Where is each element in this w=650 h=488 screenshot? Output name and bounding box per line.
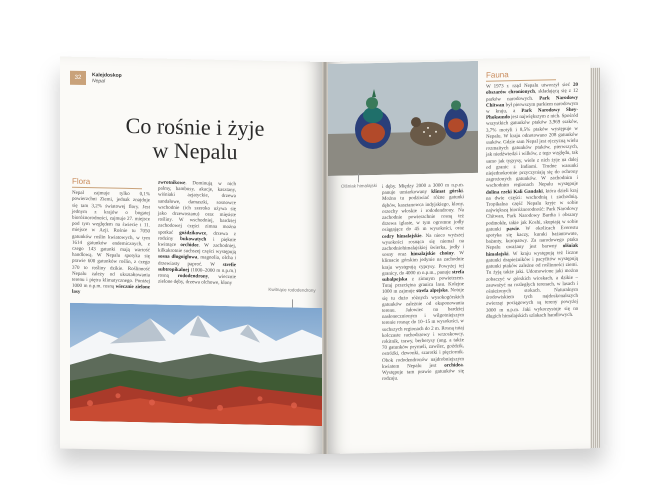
flora-text-2: . Dominują w nich palmy, bambusy, akacje, kasztany, wiśniaki azjatyckie, drzewa sandałowe, damaszki, sosnowce wschodnie (ich szeroko używa się jako drzewostanu) oraz mięsiste rośliny. W wschodniej, bardziej zachodowej części zimna można spotkać	[158, 181, 236, 236]
open-book	[60, 62, 600, 454]
flora-bold-6: sosna długoigłowa	[158, 255, 198, 261]
flora-column-1	[72, 176, 151, 298]
flora-text-4: i pięknie kwitnące	[158, 237, 236, 248]
flora-heading: Flora	[72, 176, 91, 187]
page-header	[70, 71, 122, 86]
flora-bold-2: zwrotnikowe	[158, 180, 186, 187]
series-title: Kalejdoskop	[92, 72, 122, 79]
middle-bold-d: strefa subalpejska	[382, 269, 464, 283]
chapter-title	[90, 113, 300, 165]
rhododendron-caption: Kwitnące rododendrony	[268, 286, 316, 293]
flora-text-6: , magnolia, olcha i drzewiasty paproć. W	[158, 255, 237, 268]
fauna-text-f: . W okolicach Everestu spotyka się kaczy, kuraki bażantowate, bażanty, kuropatwy. Za narodowego ptaka Nepalu uważany jest barwny	[486, 225, 579, 252]
fauna-bold-a: 20 obszarów chronionych	[486, 82, 579, 97]
heading-rule	[486, 79, 556, 81]
middle-text-f: . Notuje się tu dużo różnych wysokogórskich gatunków zależnie od eksponowania terenu. Jałowiec na bardziej nasłonecznionym i wilgotniejszym terenie rosnąc do 10–15 m wysokości, w suchszych regionach do 2 m. Rosną tutaj kolczaste rachodrzewy i wrzoskowcy, rokitnik, trawy, berberysy (ang. a także 70 gatunków pryrneli, zawilec, goździk, ostróżki, dzwonki, szarotki i pięciornik. Obok rododendronów najdrobniejszym kwiatem Nepalu jest	[382, 288, 465, 370]
fauna-bold-e: pawie	[506, 226, 519, 233]
flora-bold-7: strefie subtropikalnej	[158, 262, 236, 274]
middle-text-d: . W klimacie górskim jedynie na zachodnie kraju występują cyprysy. Powyżej tej granicy, do 4000 m n.p.m., panuje	[382, 251, 464, 277]
middle-text-b: . Można tu podziwiać różne gatunki dębów, kasztanowca indyjskiego, klony, orzechy włoskie i rododendrony. Na zachodnie powierzchnie rosną też drzewa iglaste, w tym ogromne jodły osiągające do 45 m wysokości, oraz	[382, 189, 465, 234]
flora-text-3: , drzewa z rodziny	[158, 231, 236, 242]
flora-bold-1: wiecznie zielone lasy	[72, 284, 151, 296]
caption-pointer	[358, 173, 359, 182]
middle-bold-e: strefa alpejska	[416, 288, 448, 295]
flora-text-1: Nepal zajmuje tylko 0,1% powierzchni Ziemi, jednak znajduje się tam 3,2% światowej flory. Jest jednym z krajów o bogatej bioróżnorodności, zajmuje 27. miejsce pod tym względem na świecie i 11. miejsce w Azji. Rośnie tu 7050 gatunków roślin kwiatowych, w tym 1614 gatunków endemicznych, z czego 143 gatunki mają wartość handlową. W Nepalu spotyka się prawie 600 gatunków roślin, z czego 370 to rośliny dzikie. Roślinność Nepalu zależy od ukształtowania terenu i piętra klimatycznego. Poniżej 1000 m n.p.m. rosną	[72, 190, 150, 290]
middle-bold-f: orchidea	[444, 363, 463, 369]
middle-text-g: . Występuje tam prawie gatunków się rodzaju.	[382, 363, 464, 383]
middle-text-e: z zimnym powietrzem. Tutaj przeciętna granica lasu. Kolejne 1000 m zajmuje	[382, 276, 464, 296]
flora-text-5: . W zachodniej, kilkakrotnie suchszej części występują	[158, 243, 237, 256]
right-page	[328, 57, 590, 454]
mountain-rhododendron-photo	[70, 303, 322, 426]
flora-bold-4: bukowatych	[180, 236, 207, 243]
fauna-bold-b: Park Narodowy Chitwan	[486, 95, 579, 109]
chapter-title-line1: Co rośnie i żyje	[125, 112, 265, 141]
fauna-text-b: , składającą się z 12 parków narodowych.	[486, 89, 579, 103]
flora-text-7: (1000–2000 m n.p.m.) rosną	[158, 268, 236, 279]
flora-bold-3: goździkowce	[179, 230, 207, 237]
fauna-text-g: . W kraju występują też liczne gatunki drapieżników i pacyfitów występują gatunki ptaków zależne od roślinności ziemi. Tu żyją także jaki. Udomowione jaki można zobaczyć w górskich wioskach, a dzikie – zauważyć na rozległych terenach, w lasach i ośnieżonych stokach. Naturalnym środowiskiem tych najdoskonalszych zwierząt pociągowych są tereny powyżej 3000 m n.p.m. Jaki wykorzystuje się na długich himalajskich szlakach handlowych.	[486, 250, 578, 320]
heading-rule	[72, 187, 142, 189]
running-head	[92, 72, 122, 85]
mountain-photo-svg	[70, 303, 322, 426]
page-number: 32	[70, 71, 86, 85]
fauna-column	[486, 71, 578, 321]
fauna-text-a: W 1973 r. rząd Nepalu utworzył sieć	[486, 83, 570, 90]
fauna-bold-d: dolina rzeki Kali Gandaki	[486, 189, 543, 196]
chapter-title-line2: w Nepalu	[152, 137, 238, 165]
country-name: Nepal	[92, 78, 106, 85]
middle-text-a: i dęby. Między 2000 a 3000 m n.p.m. panuje umiarkowany	[382, 183, 464, 197]
middle-bold-a: klimat górski	[431, 189, 463, 196]
fauna-bold-c: Park Narodowy Shey-Phoksundo	[486, 107, 578, 121]
fauna-heading: Fauna	[486, 70, 509, 80]
left-page	[60, 57, 322, 454]
middle-column	[382, 183, 464, 383]
flora-column-2	[158, 181, 236, 288]
flora-text-8: , wiecznie zielone dęby, drzewa olchowe, klony	[158, 274, 236, 287]
flora-bold-5: orchidee	[180, 243, 199, 249]
fauna-text-c: był pierwszym parkiem narodowym w kraju, a	[486, 101, 578, 115]
fauna-text-d: jest największym z nich. Spośród wszystkich gatunków ptaków 3,969 ssaków, 3,7% motyli i 8,5% ptaków występuje w Nepalu. W kraju odnotowano 208 gatunków ssaków. Gdzie sam Nepal jest ojczyzną wielu rozmaitych gatunków ptaków, pierwszych, jak niedźwiedzi i wilków, z tego względu, tak samo jak tygrysy, wiele z nich żyje na dalej od granic z Indiami. Trudne warunki niejednokrotnie przyczyniają się do ochrony zagrożonych gatunków. W zachodnim i wschodnim regionach Nepalu występuje	[486, 113, 578, 190]
fauna-bold-f: olśniak himalajski	[486, 244, 578, 258]
flora-bold-8: rododendrony	[177, 274, 209, 280]
fauna-text-e: , która dzieli kraj na dwie części: wschodnią i zachodnią. Tropikalna część Nepalu kryje w sobie największą bioróżnorodność: Park Narodowy Chitwan, Park Narodowy Bardia i obszary podmokłe, takie jak Koshi, skupiają w sobie gatunki	[486, 188, 578, 233]
middle-bold-c: himalajskie choiny	[410, 251, 454, 258]
pheasant-caption: Olśniak himalajski	[340, 182, 377, 189]
middle-text-c: . Na nieco wyższej wysokości rosnąca się niemal na zachodniohimalajskiej świerka, jodły i sosny oraz	[382, 232, 464, 259]
pheasant-photo-svg	[328, 61, 478, 176]
page-edges	[590, 68, 600, 448]
middle-bold-b: cedry himalajskie	[382, 233, 422, 240]
pheasant-photo	[328, 61, 478, 176]
